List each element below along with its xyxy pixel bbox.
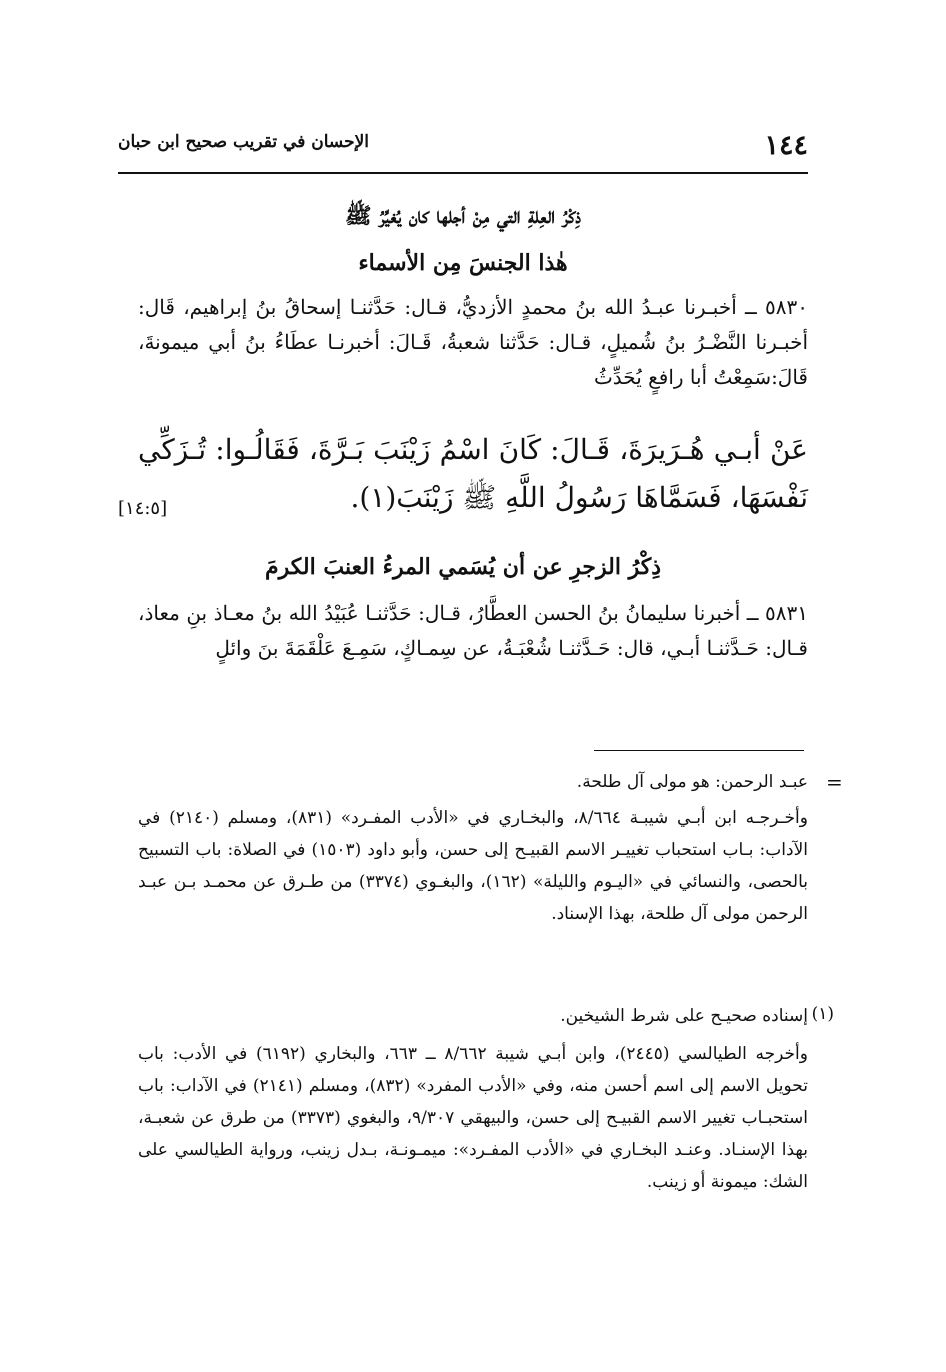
- footnote-1-line: إسناده صحيـح على شرط الشيخين.: [560, 1006, 808, 1026]
- footnote-continuation-paragraph: وأخـرجـه ابن أبـي شيبـة ٨/٦٦٤، والبخـاري في «الأدب المفـرد» (٨٣١)، ومسلم (٢١٤٠) في الآداب: بـاب استحباب تغييـر الاسم القبيـح إلى حسن، وأبو داود (١٥٠٣) في الصلاة: باب التسبيح بالحصى، والنسائي في «اليـوم والليلة» (١٦٢)، والبغـوي (٣٣٧٤) من طـرق عن محمـد بـن عبـد الرحمن مولى آل طلحة، بهذا الإسناد.: [138, 808, 808, 924]
- header-rule: [118, 172, 808, 174]
- section-heading-line1: ذِكْرُ العِلةِ التي مِنْ أجلها كان يُغيِّرُ ﷺ: [345, 203, 581, 229]
- section-heading-line2: هٰذا الجنسَ مِن الأسماء: [358, 250, 568, 276]
- footnote-separator: [594, 750, 804, 751]
- hadith-reference: [١٤:٥]: [118, 498, 168, 519]
- footnote-continuation-line: عبـد الرحمن: هو مولى آل طلحة.: [576, 772, 808, 792]
- section2-heading: ذِكْرُ الزجرِ عن أن يُسَمي المرءُ العنبَ الكرمَ: [264, 554, 662, 580]
- running-title: الإحسان في تقريب صحيح ابن حبان: [118, 132, 369, 152]
- hadith-5830-chain: ٥٨٣٠ ــ أخبـرنا عبـدُ الله بنُ محمدٍ الأزديُّ، قـال: حَدَّثنـا إسحاقُ بنُ إبراهيم، قَال: أخبـرنا النَّضْـرُ بنُ شُميلٍ، قـال: حَدَّثنا شعبةُ، قَـالَ: أخبرنـا عطَاءُ بنُ أبي ميمونةَ، قَالَ:سَمِعْتُ أبا رافعٍ يُحَدِّثُ: [138, 295, 808, 389]
- footnote-1-number: (١): [811, 1004, 834, 1024]
- hadith-5830-matn: عَنْ أبـي هُـرَيرَةَ، قَـالَ: كَانَ اسْمُ زَيْنَبَ بَـرَّةَ، فَقَالُـوا: تُـزَكِّي نَفْسَهَا، فَسَمَّاهَا رَسُولُ اللَّهِ ﷺ زَيْنَبَ(١).: [138, 433, 808, 514]
- footnote-continuation-mark: =: [826, 770, 843, 794]
- hadith-5831-chain: ٥٨٣١ ــ أخبرنا سليمانُ بنُ الحسن العطَّارُ، قـال: حَدَّثنـا عُبَيْدُ الله بنُ معـاذ بنِ معاذ، قـال: حَـدَّثنـا أبـي، قال: حَـدَّثنـا شُعْبَـةُ، عن سِمـاكٍ، سَمِـعَ عَلْقَمَةَ بنَ وائلٍ: [138, 601, 808, 660]
- page-header: [118, 126, 808, 170]
- footnote-1-paragraph: وأخرجه الطيالسي (٢٤٤٥)، وابن أبـي شيبة ٨/٦٦٢ ــ ٦٦٣، والبخاري (٦١٩٢) في الأدب: باب تحويل الاسم إلى اسم أحسن منه، وفي «الأدب المفرد» (٨٣٢)، ومسلم (٢١٤١) في الآداب: باب استحبـاب تغيير الاسم القبيـح إلى حسن، والبيهقي ٩/٣٠٧، والبغوي (٣٣٧٣) من طرق عن شعبـة، بهذا الإسنـاد. وعنـد البخـاري في «الأدب المفـرد»: ميمـونـة، بـدل زينب، ورواية الطيالسي على الشك: ميمونة أو زينب.: [138, 1044, 809, 1192]
- page-number: ١٤٤: [764, 130, 808, 161]
